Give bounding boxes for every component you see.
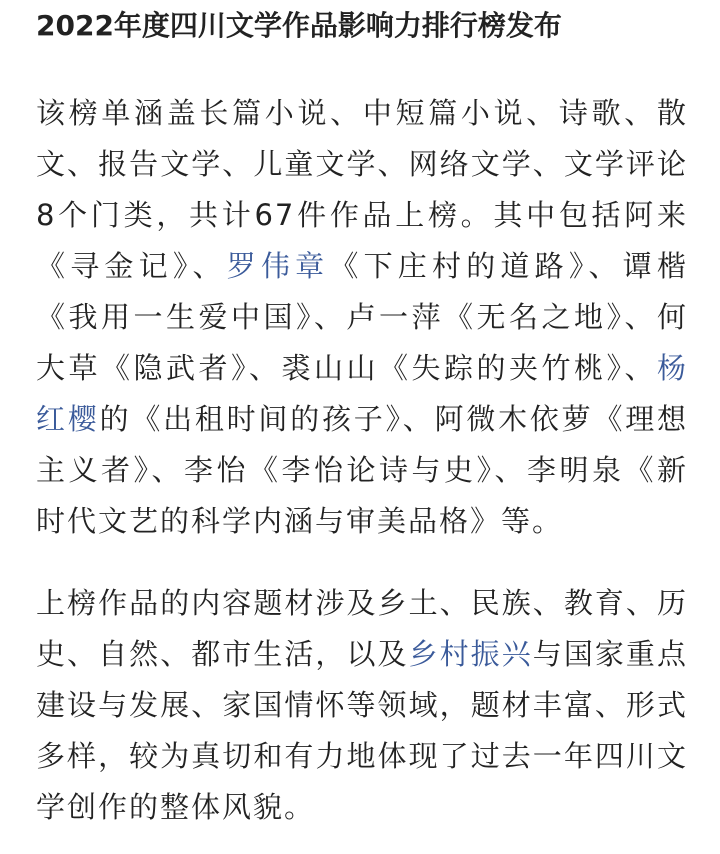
link-yang-hongying[interactable]: 杨红樱 xyxy=(36,351,688,436)
link-luo-weizhang[interactable]: 罗伟章 xyxy=(226,249,330,283)
paragraph-1-text-2: 《下庄村的道路》、谭楷《我用一生爱中国》、卢一萍《无名之地》、何大草《隐武者》、裘山山《失踪的夹竹桃》、 xyxy=(36,249,688,385)
paragraph-1-text-1: 该榜单涵盖长篇小说、中短篇小说、诗歌、散文、报告文学、儿童文学、网络文学、文学评论8个门类，共计67件作品上榜。其中包括阿来《寻金记》、 xyxy=(36,96,688,283)
article-paragraph-2 xyxy=(36,578,688,833)
article-title: 2022年度四川文学作品影响力排行榜发布 xyxy=(36,9,562,42)
paragraph-2-text-2: 与国家重点建设与发展、家国情怀等领域，题材丰富、形式多样，较为真切和有力地体现了过去一年四川文学创作的整体风貌。 xyxy=(36,637,688,824)
article-paragraph-1 xyxy=(36,88,688,547)
paragraph-1-text-3: 的《出租时间的孩子》、阿微木依萝《理想主义者》、李怡《李怡论诗与史》、李明泉《新时代文艺的科学内涵与审美品格》等。 xyxy=(36,402,688,538)
link-rural-revitalization[interactable]: 乡村振兴 xyxy=(408,637,533,671)
paragraph-2-text-1: 上榜作品的内容题材涉及乡土、民族、教育、历史、自然、都市生活，以及 xyxy=(36,586,688,671)
